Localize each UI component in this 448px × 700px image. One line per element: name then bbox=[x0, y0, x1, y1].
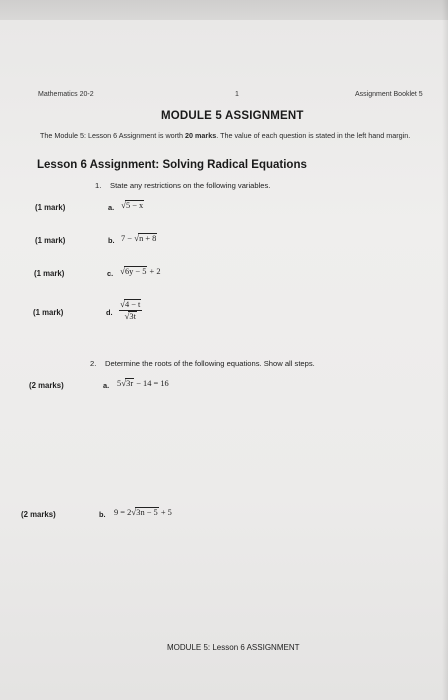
question-2-number: 2. bbox=[90, 359, 97, 368]
q1a-mark: (1 mark) bbox=[35, 203, 66, 212]
q1a-expression: √5 − x bbox=[121, 200, 144, 210]
q1c-suffix: + 2 bbox=[147, 267, 161, 276]
question-2-prompt: Determine the roots of the following equations. Show all steps. bbox=[105, 359, 315, 368]
intro-text-start: The Module 5: Lesson 6 Assignment is worth bbox=[40, 131, 186, 140]
q1d-expression bbox=[119, 299, 142, 321]
q1d-mark: (1 mark) bbox=[33, 308, 64, 317]
q2b-radicand: 3n − 5 bbox=[136, 508, 158, 517]
q2a-suffix: − 14 = 16 bbox=[134, 379, 169, 388]
question-1-number: 1. bbox=[95, 181, 102, 190]
q2a-expression: 5√3r − 14 = 16 bbox=[117, 378, 169, 388]
q1b-expression: 7 − √n + 8 bbox=[121, 233, 157, 243]
q1d-letter: d. bbox=[106, 308, 113, 317]
header-course: Mathematics 20-2 bbox=[38, 91, 94, 98]
q1a-radicand: 5 − x bbox=[125, 201, 144, 210]
page-footer: MODULE 5: Lesson 6 ASSIGNMENT bbox=[167, 643, 300, 652]
q1b-mark: (1 mark) bbox=[35, 236, 66, 245]
q2b-suffix: + 5 bbox=[158, 508, 172, 517]
q1d-numerator: √4 − t bbox=[120, 299, 141, 309]
header-page-number: 1 bbox=[235, 91, 239, 98]
q1d-denominator: √3t bbox=[124, 311, 136, 321]
q1c-letter: c. bbox=[107, 269, 114, 278]
intro-paragraph bbox=[40, 131, 435, 140]
question-1-prompt: State any restrictions on the following variables. bbox=[110, 181, 271, 190]
intro-marks-bold: 20 marks bbox=[185, 131, 217, 140]
header-booklet: Assignment Booklet 5 bbox=[355, 91, 423, 98]
q2b-expression: 9 = 2√3n − 5 + 5 bbox=[114, 507, 172, 517]
q1d-denominator-radicand: 3t bbox=[129, 312, 136, 321]
q2b-letter: b. bbox=[99, 510, 106, 519]
q2b-prefix: 9 = 2 bbox=[114, 508, 132, 517]
intro-text-end: . The value of each question is stated in the left hand margin. bbox=[216, 131, 411, 140]
q2a-prefix: 5 bbox=[117, 379, 122, 388]
module-title: MODULE 5 ASSIGNMENT bbox=[161, 110, 304, 122]
q2a-letter: a. bbox=[103, 381, 110, 390]
q1d-numerator-radicand: 4 − t bbox=[124, 300, 141, 309]
q2a-mark: (2 marks) bbox=[29, 381, 64, 390]
q1a-letter: a. bbox=[108, 203, 115, 212]
q1b-radicand: n + 8 bbox=[139, 234, 157, 243]
q2a-radicand: 3r bbox=[126, 379, 134, 388]
q1c-expression: √6y − 5 + 2 bbox=[120, 266, 161, 276]
q1b-letter: b. bbox=[108, 236, 115, 245]
q1c-mark: (1 mark) bbox=[34, 269, 65, 278]
q1c-radicand: 6y − 5 bbox=[124, 267, 147, 276]
lesson-title: Lesson 6 Assignment: Solving Radical Equations bbox=[37, 159, 307, 171]
photo-edge-shadow bbox=[442, 0, 448, 700]
q1d-fraction bbox=[119, 299, 142, 321]
q2b-mark: (2 marks) bbox=[21, 510, 56, 519]
q1b-prefix: 7 − bbox=[121, 234, 135, 243]
